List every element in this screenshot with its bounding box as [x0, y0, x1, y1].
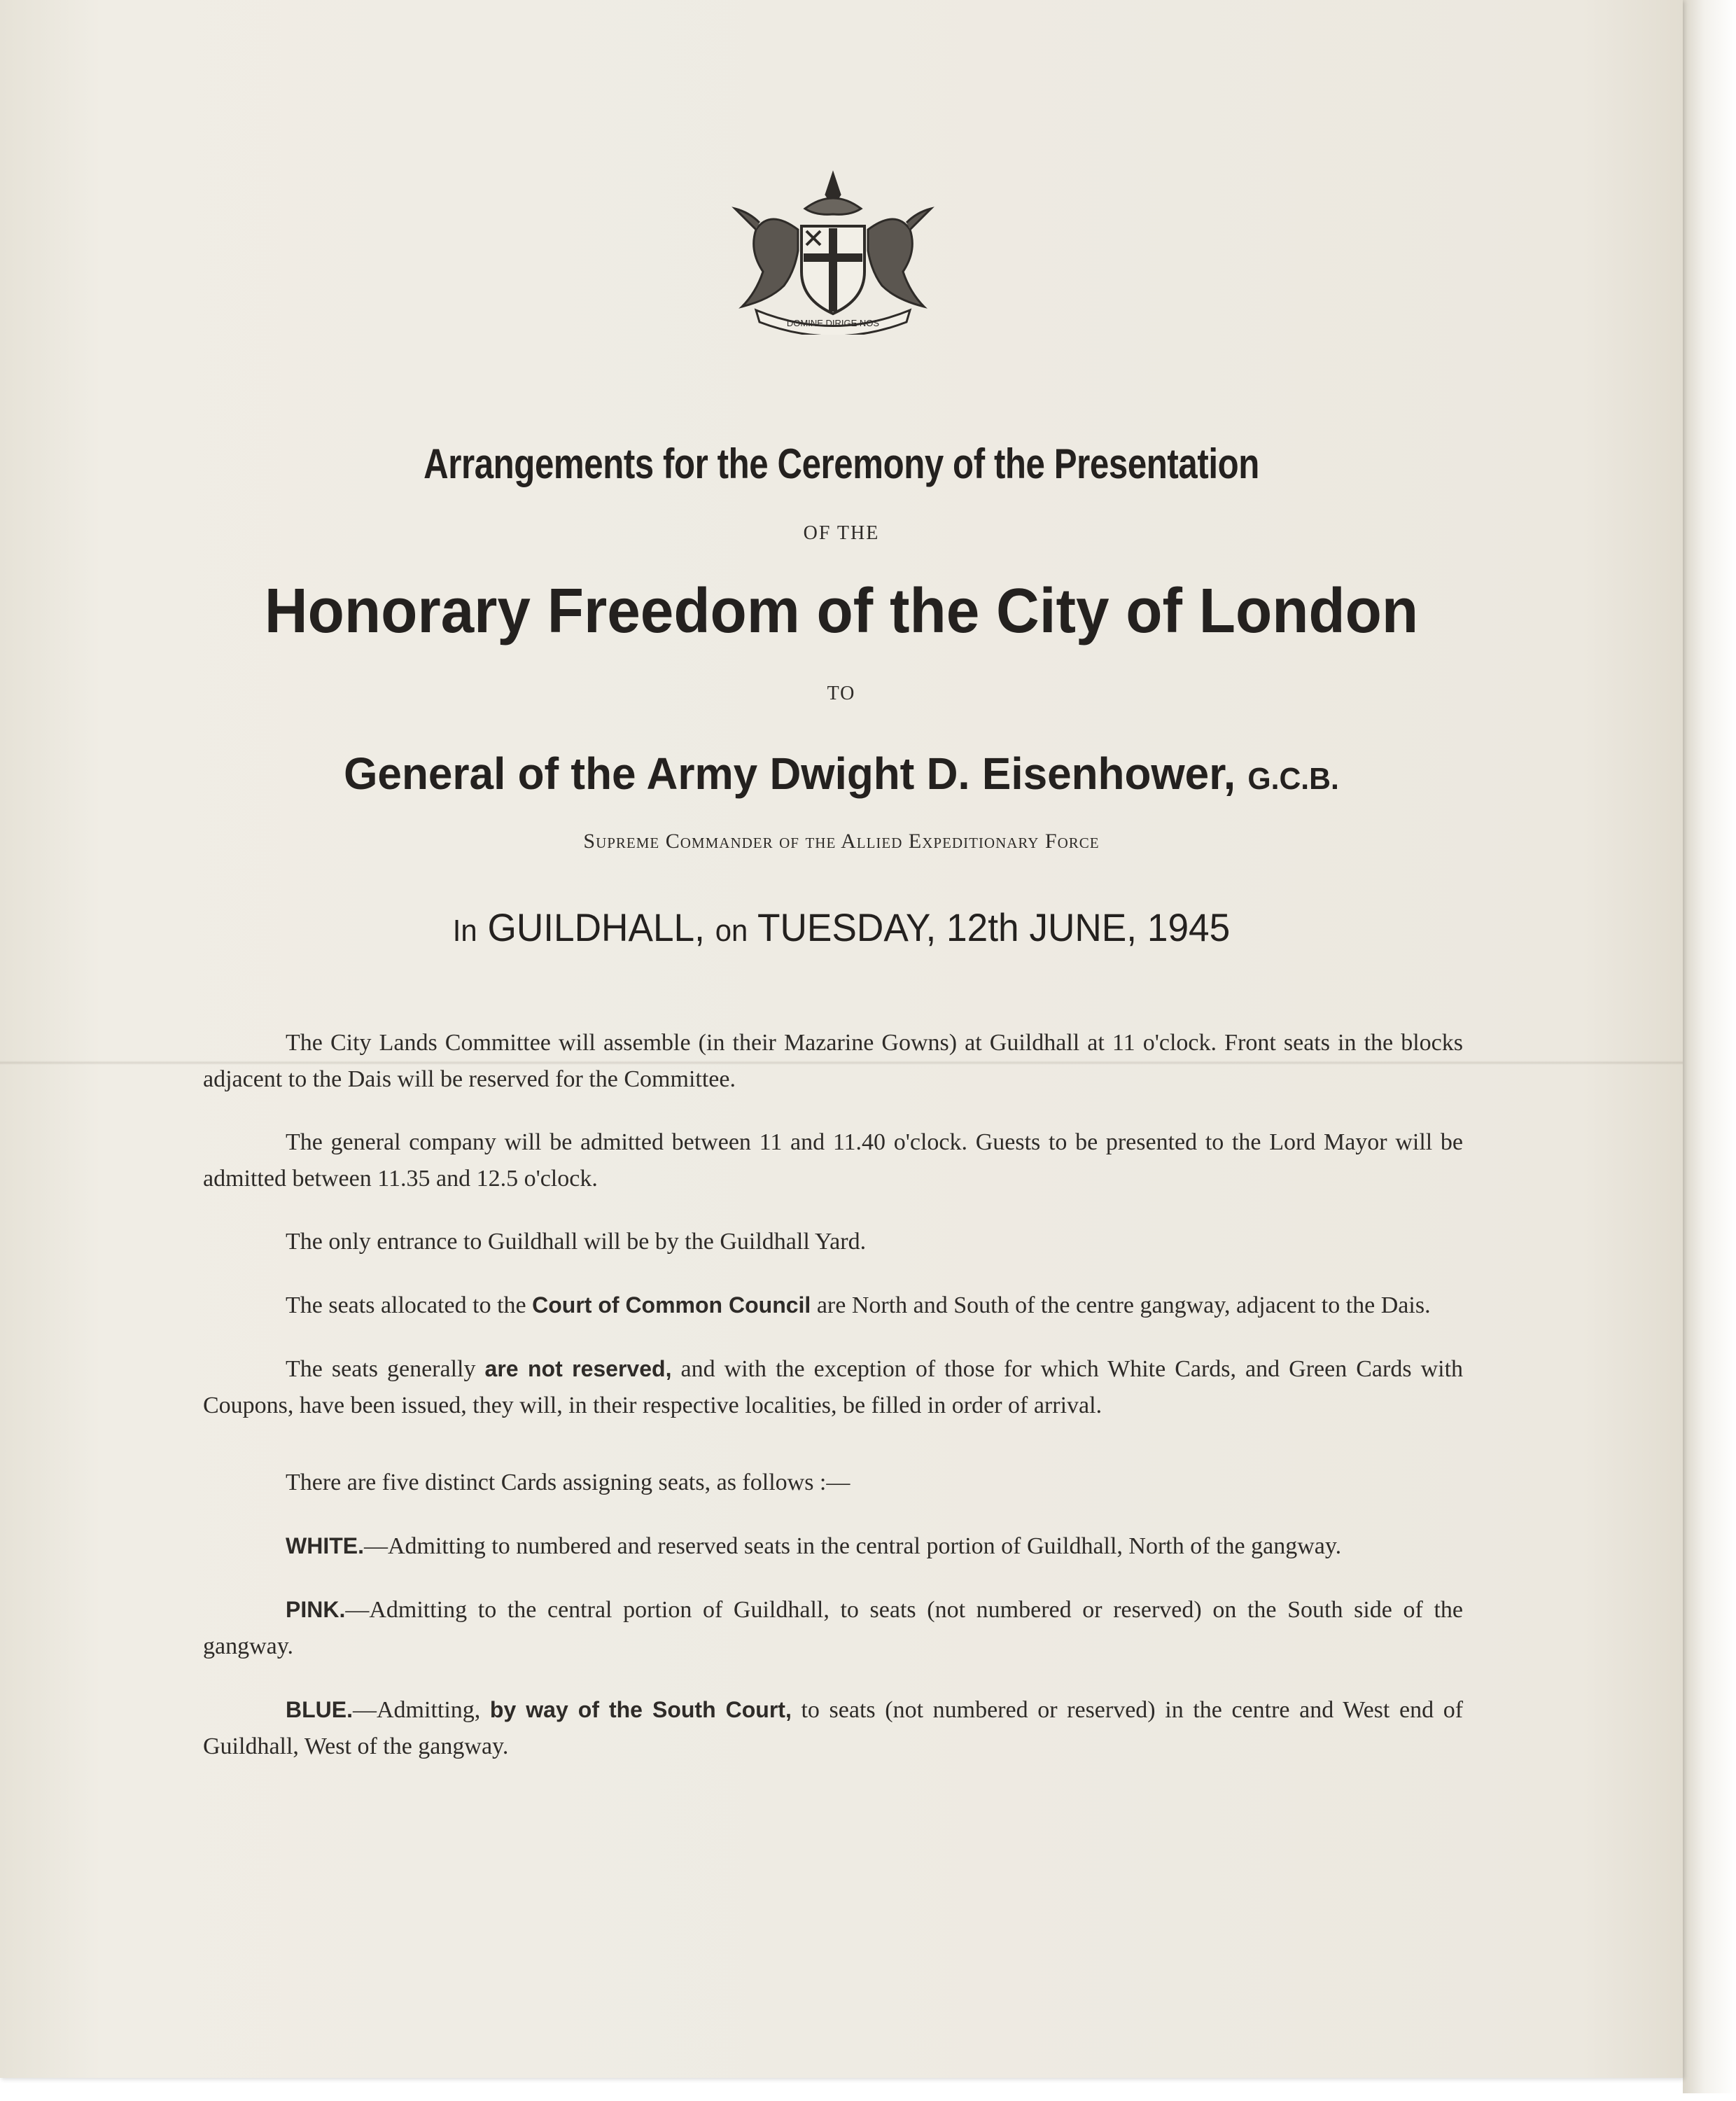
heading-to: TO: [827, 683, 856, 704]
card-label-white: WHITE.: [286, 1533, 364, 1558]
paragraph-cards-intro: There are five distinct Cards assigning seats, as follows :—: [286, 1470, 850, 1495]
bold-span: are not reserved,: [484, 1356, 672, 1381]
venue-in: In: [452, 914, 477, 948]
paragraph-entrance: The only entrance to Guildhall will be by the Guildhall Yard.: [286, 1229, 867, 1255]
venue-on: on: [715, 914, 748, 948]
heading-line-1: Arrangements for the Ceremony of the Presentation: [424, 440, 1259, 487]
venue-date-line: [42, 905, 1641, 950]
paragraph-admission: The general company will be admitted between 11 and 11.40 o'clock. Guests to be presented to the Lord Mayor will be admitted between 11.35 and 12.5 o'clock.: [203, 1129, 1463, 1192]
bold-span: by way of the South Court,: [489, 1697, 792, 1722]
paragraph-committee: The City Lands Committee will assemble (in their Mazarine Gowns) at Guildhall at 11 o'clock. Front seats in the blocks adjacent to the Dais will be reserved for the Committee.: [203, 1030, 1463, 1092]
crest-motto: DOMINE DIRIGE NOS: [786, 318, 880, 328]
venue-name: GUILDHALL,: [487, 905, 705, 949]
paragraph-white-card: [203, 1528, 1463, 1565]
text-span: are North and South of the centre gangway, adjacent to the Dais.: [816, 1292, 1431, 1318]
text-span: —Admitting to the central portion of Guildhall, to seats (not numbered or reserved) on the South side of the gangway.: [203, 1597, 1463, 1659]
paragraph-council-seats: [203, 1287, 1463, 1324]
card-label-pink: PINK.: [286, 1597, 346, 1622]
text-span: —Admitting to numbered and reserved seats in the central portion of Guildhall, North of the gangway.: [363, 1533, 1342, 1559]
paragraph-general-seats: [203, 1350, 1463, 1424]
paragraph-blue-card: [203, 1691, 1463, 1765]
recipient-line: [25, 748, 1658, 800]
text-span: —Admitting,: [353, 1697, 481, 1723]
ceremony-date: TUESDAY, 12th JUNE, 1945: [757, 905, 1231, 949]
recipient-subtitle: Supreme Commander of the Allied Expeditionary Force: [583, 830, 1100, 853]
text-span: The seats allocated to the: [286, 1292, 526, 1318]
paragraph-pink-card: [203, 1591, 1463, 1665]
recipient-honour: G.C.B.: [1247, 762, 1339, 796]
text-span: to seats (not numbered or reserved) in the centre and West end of Guildhall, West of the gangway.: [203, 1697, 1464, 1759]
bold-span: Court of Common Council: [532, 1292, 811, 1318]
card-label-blue: BLUE.: [286, 1697, 353, 1722]
text-span: The seats generally: [286, 1356, 476, 1382]
body-text: [203, 1025, 1463, 1792]
heading-of-the: OF THE: [803, 522, 880, 544]
second-page-edge: [1683, 0, 1736, 2093]
main-title: Honorary Freedom of the City of London: [264, 576, 1419, 646]
recipient-name: General of the Army Dwight D. Eisenhower,: [344, 748, 1236, 799]
text-span: and with the exception of those for which White Cards, and Green Cards with Coupons, have been issued, they will, in their respective localities, be filled in order of arrival.: [203, 1356, 1464, 1418]
city-of-london-coat-of-arms-icon: [728, 167, 938, 335]
